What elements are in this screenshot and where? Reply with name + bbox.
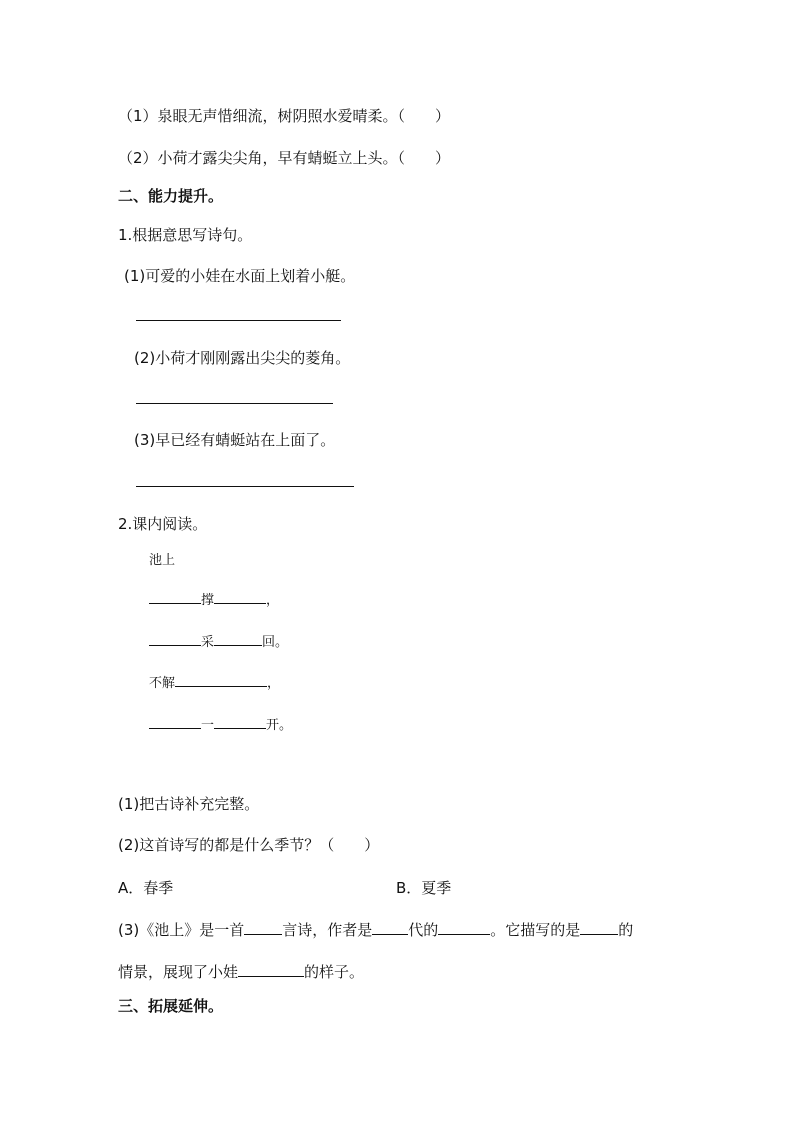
- poem-line-4: [149, 713, 292, 736]
- task-1-answer-line-2[interactable]: [136, 403, 333, 404]
- sub3-text: 代的: [408, 921, 439, 939]
- poem-word: 采: [201, 635, 215, 650]
- task-1-item-3: (3)早已经有蜻蜓站在上面了。: [134, 431, 336, 449]
- task-1-item-2: (2)小荷才刚刚露出尖尖的菱角。: [134, 349, 351, 367]
- poem-blank[interactable]: [149, 630, 201, 646]
- sub3-blank[interactable]: [580, 919, 618, 935]
- task-2-title: 2.课内阅读。: [118, 515, 208, 533]
- poem-blank[interactable]: [214, 713, 266, 729]
- sub3-text: 的: [618, 921, 634, 939]
- task-1-answer-line-3[interactable]: [136, 486, 354, 487]
- question-2-line: （2）小荷才露尖尖角，早有蜻蜓立上头。（ ）: [118, 149, 451, 167]
- section-2-heading: 二、能力提升。: [118, 187, 224, 205]
- task-1-answer-line-1[interactable]: [136, 320, 341, 321]
- poem-blank[interactable]: [214, 588, 266, 604]
- poem-punct: 开。: [266, 718, 293, 733]
- poem-word: 一: [201, 718, 215, 733]
- poem-blank[interactable]: [214, 630, 262, 646]
- option-b[interactable]: B．夏季: [396, 879, 452, 897]
- sub3-text: (3)《池上》是一首: [118, 921, 245, 939]
- task-1-item-1: (1)可爱的小娃在水面上划着小艇。: [124, 267, 356, 285]
- task-2-sub-3-line-2: [118, 961, 364, 982]
- poem-line-2: [149, 630, 288, 653]
- sub3-blank[interactable]: [244, 919, 282, 935]
- sub3-text: 情景，展现了小娃: [118, 963, 239, 981]
- sub3-text: 言诗，作者是: [282, 921, 373, 939]
- poem-title: 池上: [149, 553, 176, 568]
- task-1-title: 1.根据意思写诗句。: [118, 226, 253, 244]
- poem-blank[interactable]: [149, 588, 201, 604]
- poem-punct: 回。: [262, 635, 289, 650]
- option-a[interactable]: A．春季: [118, 879, 174, 897]
- poem-word: 撑: [201, 593, 215, 608]
- poem-blank[interactable]: [149, 713, 201, 729]
- poem-line-3: [149, 671, 280, 694]
- sub3-blank[interactable]: [372, 919, 408, 935]
- sub3-text: 的样子。: [304, 963, 365, 981]
- sub3-blank[interactable]: [438, 919, 490, 935]
- task-2-sub-1: (1)把古诗补充完整。: [118, 795, 260, 813]
- poem-line-1: [149, 588, 279, 611]
- poem-punct: ，: [266, 593, 280, 608]
- section-3-heading: 三、拓展延伸。: [118, 997, 224, 1015]
- sub3-blank[interactable]: [238, 961, 304, 977]
- sub3-text: 。它描写的是: [490, 921, 581, 939]
- task-2-sub-3-line-1: [118, 919, 633, 940]
- poem-blank[interactable]: [175, 671, 267, 687]
- task-2-sub-2: (2)这首诗写的都是什么季节？（ ）: [118, 836, 380, 854]
- poem-word: 不解: [149, 676, 176, 691]
- question-1-line: （1）泉眼无声惜细流，树阴照水爱晴柔。（ ）: [118, 107, 451, 125]
- poem-punct: ，: [267, 676, 281, 691]
